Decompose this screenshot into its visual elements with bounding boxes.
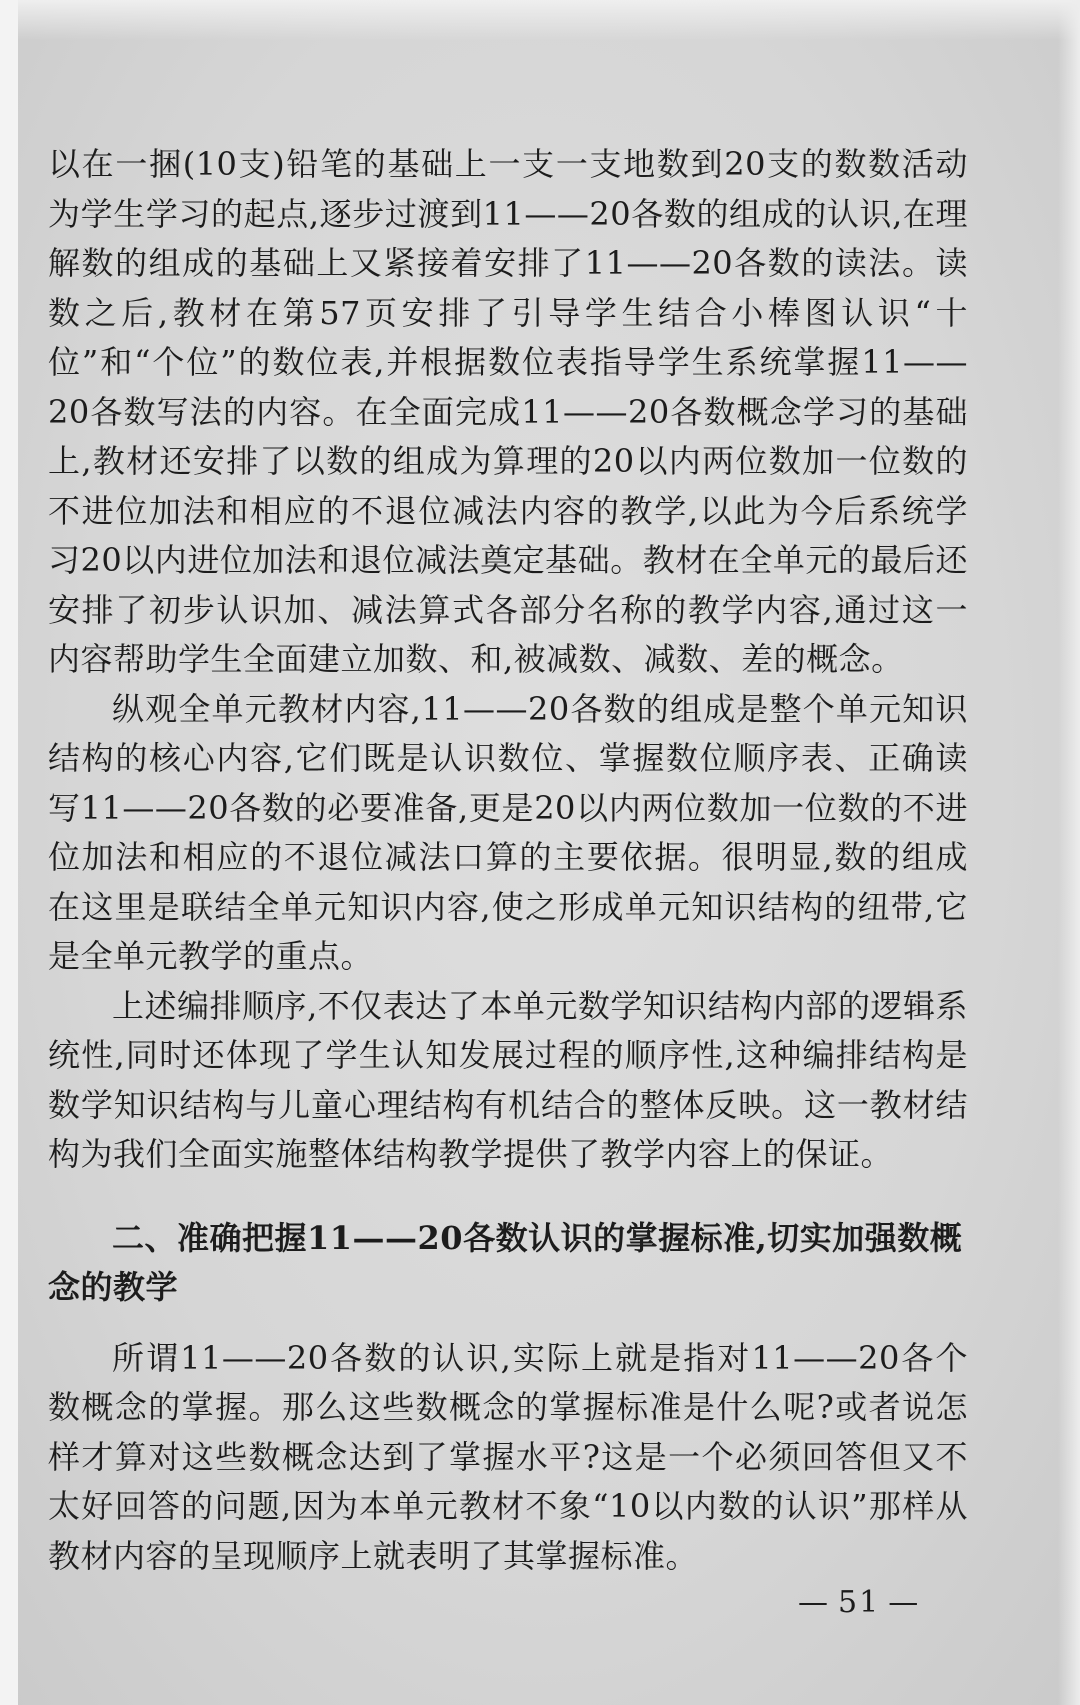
page-top-edge xyxy=(0,0,1080,40)
paragraph-overview: 纵观全单元教材内容,11——20各数的组成是整个单元知识结构的核心内容,它们既是认识数位、掌握数位顺序表、正确读写11——20各数的必要准备,更是20以内两位数加一位数的不进位加法和相应的不退位减法口算的主要依据。很明显,数的组成在这里是联结全单元知识内容,使之形成单元知识结构的纽带,它是全单元教学的重点。 xyxy=(48,689,968,975)
page-left-edge xyxy=(0,0,18,1705)
footer-dash-right: — xyxy=(888,1585,921,1620)
page-number: 51 xyxy=(838,1585,881,1620)
body-text xyxy=(48,140,968,1581)
page-number-footer xyxy=(790,1585,928,1620)
page-right-edge xyxy=(1058,0,1080,1705)
paragraph-summary: 上述编排顺序,不仅表达了本单元数学知识结构内部的逻辑系统性,同时还体现了学生认知发展过程的顺序性,这种编排结构是数学知识结构与儿童心理结构有机结合的整体反映。这一教材结构为我们全面实施整体结构教学提供了教学内容上的保证。 xyxy=(48,986,968,1173)
section-heading: 二、准确把握11——20各数认识的掌握标准,切实加强数概念的教学 xyxy=(48,1218,963,1306)
paragraph-section-intro: 所谓11——20各数的认识,实际上就是指对11——20各个数概念的掌握。那么这些数概念的掌握标准是什么呢?或者说怎样才算对这些数概念达到了掌握水平?这是一个必须回答但又不太好回答的问题,因为本单元教材不象“10以内数的认识”那样从教材内容的呈现顺序上就表明了其掌握标准。 xyxy=(48,1338,968,1575)
footer-dash-left: — xyxy=(798,1585,830,1620)
paragraph-continued: 以在一捆(10支)铅笔的基础上一支一支地数到20支的数数活动为学生学习的起点,逐步过渡到11——20各数的组成的认识,在理解数的组成的基础上又紧接着安排了11——20各数的读法。读数之后,教材在第57页安排了引导学生结合小棒图认识“十位”和“个位”的数位表,并根据数位表指导学生系统掌握11——20各数写法的内容。在全面完成11——20各数概念学习的基础上,教材还安排了以数的组成为算理的20以内两位数加一位数的不进位加法和相应的不退位减法内容的教学,以此为今后系统学习20以内进位加法和退位减法奠定基础。教材在全单元的最后还安排了初步认识加、减法算式各部分名称的教学内容,通过这一内容帮助学生全面建立加数、和,被减数、减数、差的概念。 xyxy=(48,145,968,678)
